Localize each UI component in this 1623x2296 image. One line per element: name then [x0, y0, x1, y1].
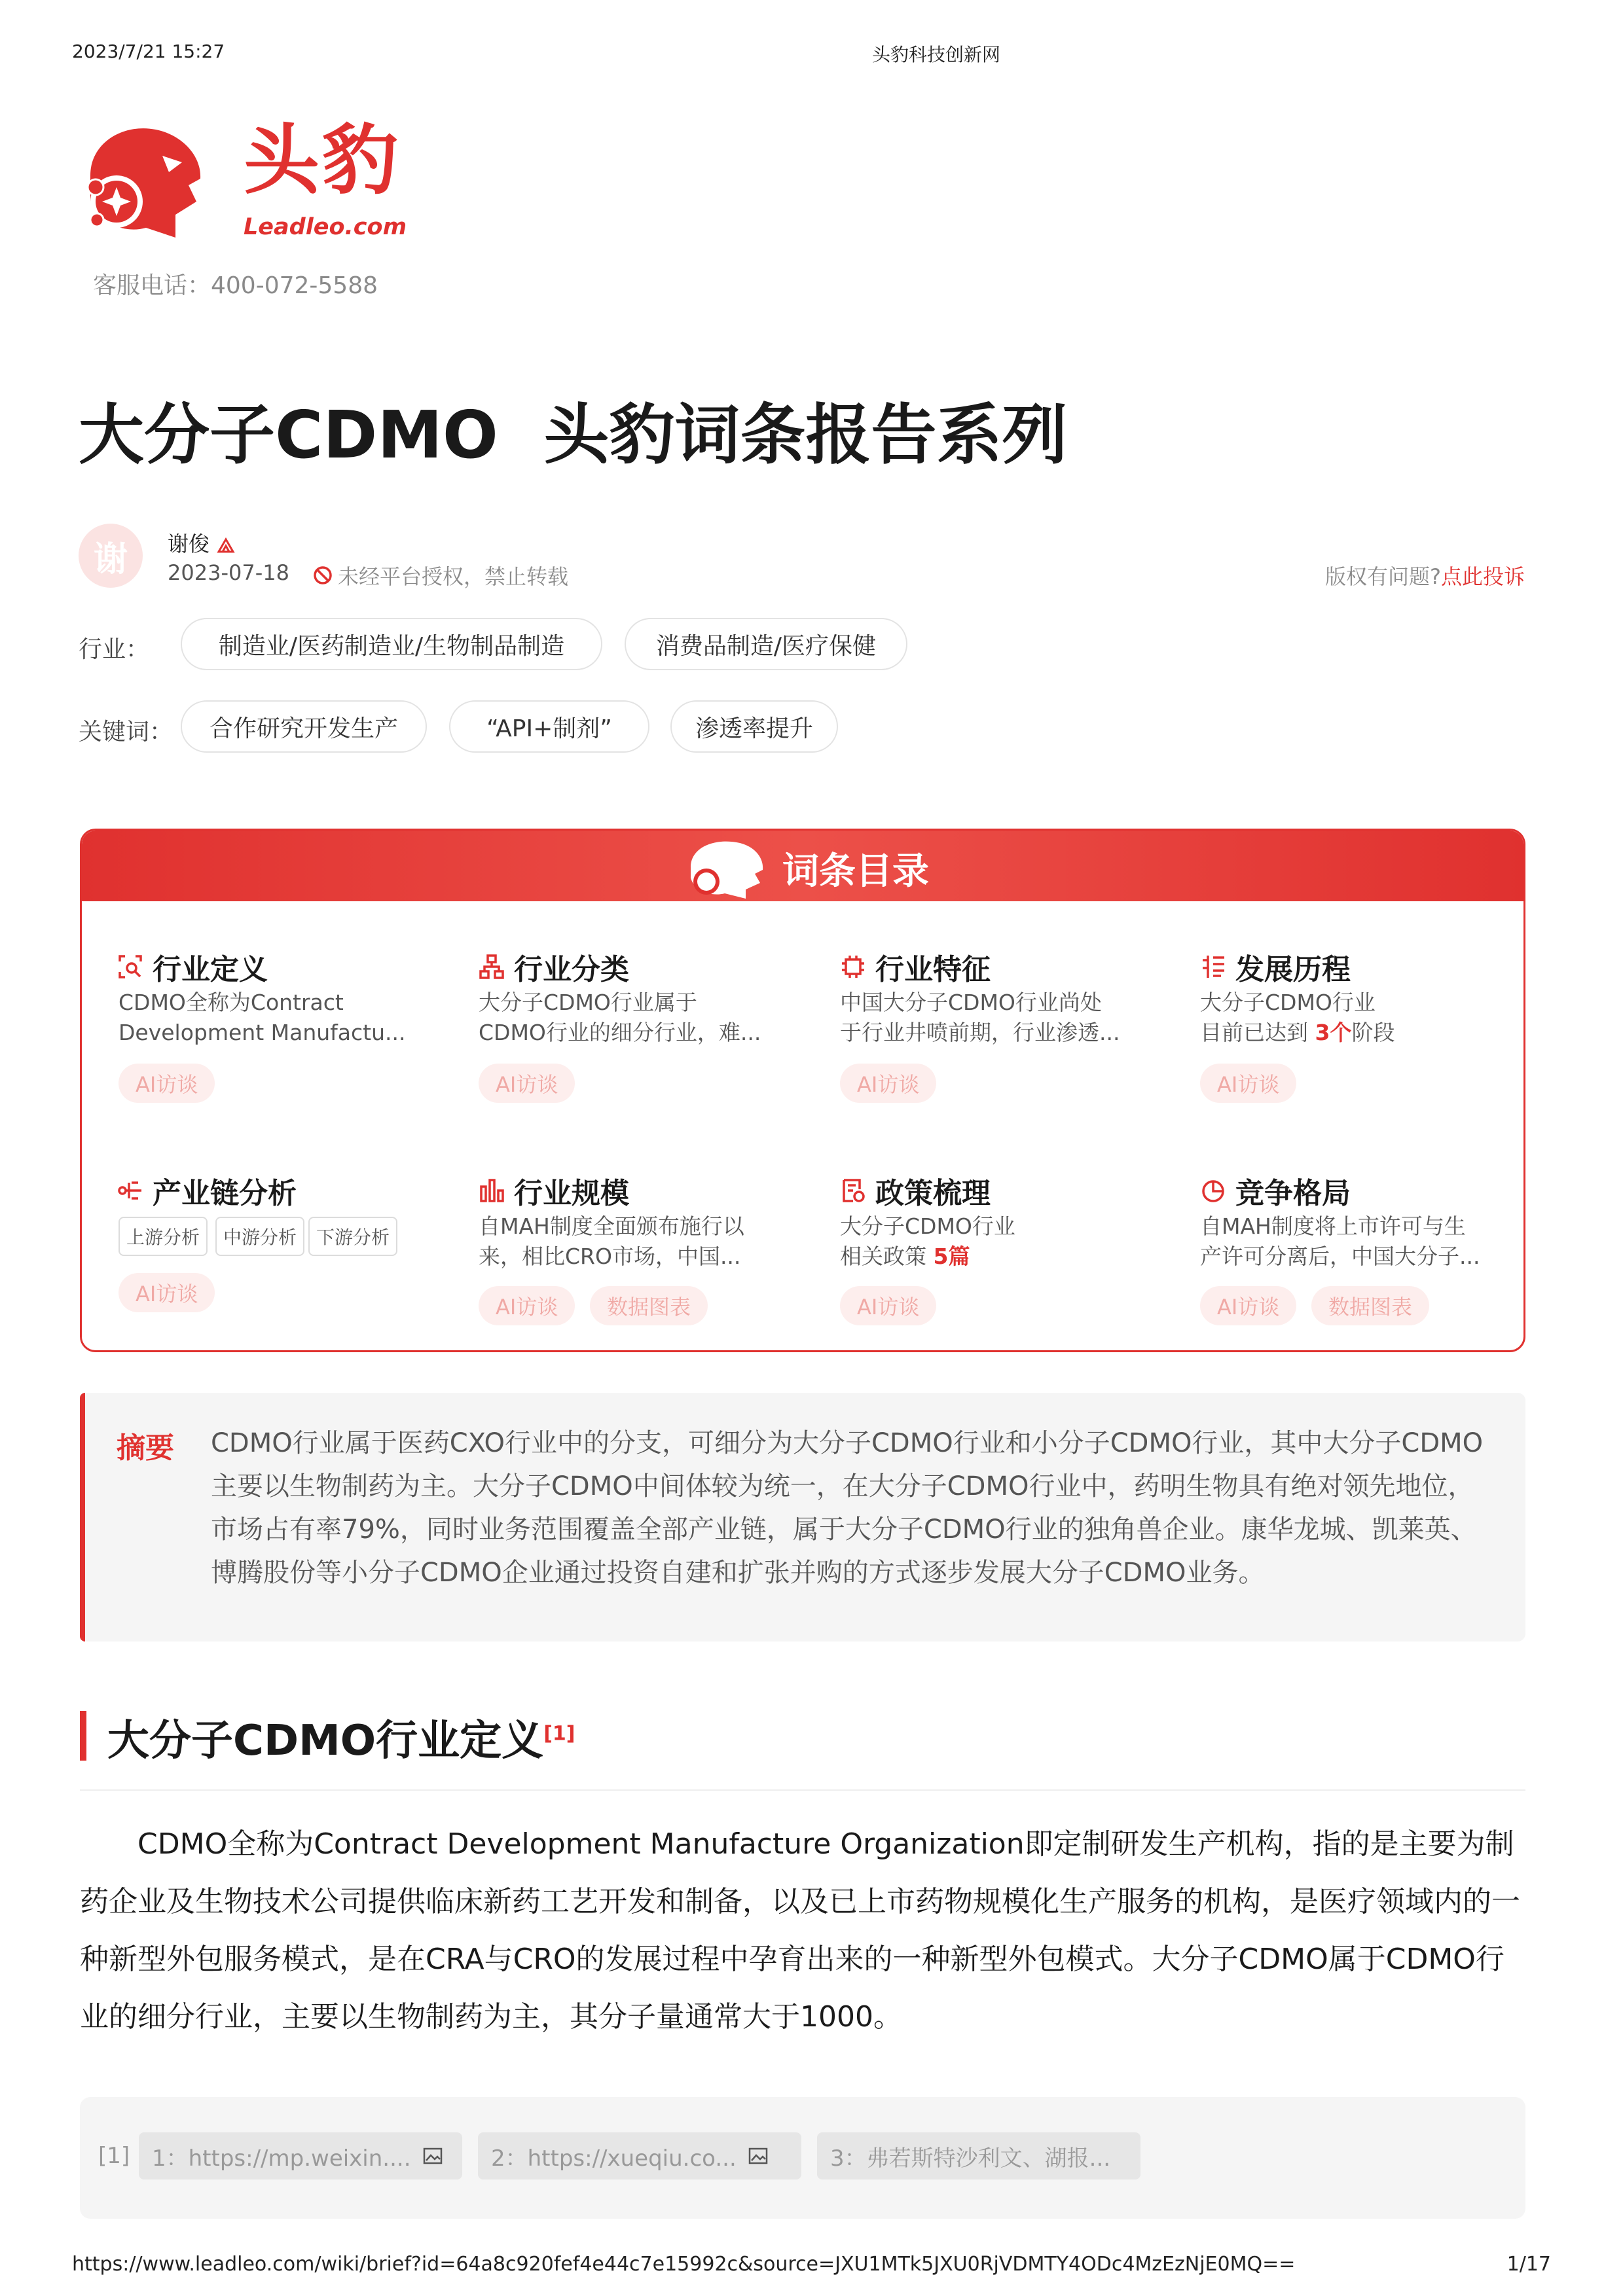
reference-text: 2：https://xueqiu.co...	[491, 2145, 737, 2172]
downstream-chip[interactable]: 下游分析	[308, 1217, 397, 1256]
copyright-question: 版权有问题?	[1324, 564, 1441, 589]
citation-marker[interactable]: [1]	[543, 1722, 575, 1746]
toc-item-desc	[479, 1211, 767, 1272]
toc-item-title: 行业分类	[514, 953, 629, 986]
toc-item-chain[interactable]	[117, 1170, 297, 1211]
desc-line: 产许可分离后，中国大分子...	[1200, 1244, 1480, 1269]
desc-line: Development Manufactu...	[119, 1020, 406, 1045]
toc-item-history[interactable]	[1200, 946, 1351, 988]
toc-item-desc	[840, 988, 1128, 1048]
keyword-tag[interactable]: 渗透率提升	[670, 700, 838, 753]
logo-text-cn: 头豹	[244, 117, 401, 205]
reference-link[interactable]	[817, 2132, 1140, 2179]
desc-line: 自MAH制度全面颁布施行以	[479, 1213, 744, 1239]
desc-line: 于行业井喷前期，行业渗透...	[840, 1020, 1120, 1045]
toc-item-desc	[479, 988, 767, 1048]
no-reprint-text: 未经平台授权，禁止转载	[338, 564, 569, 589]
desc-line	[840, 1242, 1128, 1272]
ai-interview-pill[interactable]: AI访谈	[119, 1273, 215, 1312]
chip-feature-icon	[840, 954, 866, 980]
author-name	[168, 528, 236, 558]
desc-line	[1200, 1018, 1488, 1048]
image-icon	[748, 2147, 768, 2164]
reference-number: [1]	[98, 2143, 130, 2169]
toc-item-title: 发展历程	[1235, 953, 1351, 986]
toc-item-competition[interactable]	[1200, 1170, 1351, 1211]
ai-interview-pill[interactable]: AI访谈	[840, 1286, 936, 1325]
image-icon	[423, 2147, 443, 2164]
toc-item-title: 行业规模	[514, 1177, 629, 1210]
copyright-complaint	[1325, 560, 1525, 590]
print-site-name: 头豹科技创新网	[871, 44, 1000, 65]
reference-link[interactable]	[139, 2132, 462, 2179]
page-number: 1/17	[1506, 2253, 1551, 2276]
abstract-accent-bar	[80, 1393, 85, 1641]
toc-item-desc	[840, 1211, 1128, 1272]
abstract-text: CDMO行业属于医药CXO行业中的分支，可细分为大分子CDMO行业和小分子CDMO行业，其中大分子CDMO主要以生物制药为主。大分子CDMO中间体较为统一，在大分子CDMO行业中，药明生物具有绝对领先地位，市场占有率79%，同时业务范围覆盖全部产业链，属于大分子CDMO行业的独角兽企业。康华龙城、凯莱英、博腾股份等小分子CDMO企业通过投资自建和扩张并购的方式逐步发展大分子CDMO业务。	[211, 1428, 1484, 1588]
data-chart-pill[interactable]: 数据图表	[1311, 1286, 1429, 1325]
stage-count: 3个	[1315, 1020, 1352, 1045]
author-name-text: 谢俊	[168, 531, 210, 556]
desc-text: 目前已达到	[1200, 1020, 1315, 1045]
section-accent-bar	[80, 1711, 86, 1761]
author-avatar: 谢	[79, 524, 143, 588]
abstract-label: 摘要	[117, 1431, 174, 1465]
upstream-chip[interactable]: 上游分析	[119, 1217, 208, 1256]
print-footer-url: https://www.leadleo.com/wiki/brief?id=64a8c920fef4e44c7e15992c&source=JXU1MTk5JXU0RjVDMTY4ODc4MzEzNjE0MQ==	[72, 2253, 1296, 2276]
toc-title: 词条目录	[782, 850, 929, 893]
desc-line: 大分子CDMO行业	[840, 1213, 1015, 1239]
ai-interview-pill[interactable]: AI访谈	[1200, 1064, 1296, 1103]
reference-text: 3：弗若斯特沙利文、湖报...	[830, 2145, 1111, 2172]
toc-item-title: 竞争格局	[1235, 1177, 1351, 1210]
service-hotline: 客服电话：400-072-5588	[93, 272, 378, 299]
page-title: 大分子CDMO 头豹词条报告系列	[79, 397, 1068, 473]
print-datetime: 2023/7/21 15:27	[72, 41, 225, 62]
logo-text-en: Leadleo.com	[244, 214, 407, 240]
ai-interview-pill[interactable]: AI访谈	[479, 1064, 575, 1103]
toc-item-desc	[1200, 988, 1488, 1048]
toc-header	[82, 831, 1523, 901]
toc-item-definition[interactable]	[117, 946, 268, 988]
keyword-tag[interactable]: “API+制剂”	[449, 700, 649, 753]
industry-tag[interactable]: 消费品制造/医疗保健	[625, 618, 907, 670]
desc-text: 相关政策	[840, 1244, 934, 1269]
ai-interview-pill[interactable]: AI访谈	[1200, 1286, 1296, 1325]
keywords-label: 关键词：	[79, 719, 173, 745]
desc-line: 大分子CDMO行业属于	[479, 990, 697, 1015]
desc-line: CDMO全称为Contract	[119, 990, 344, 1015]
leopard-toc-icon	[678, 834, 769, 900]
ai-interview-pill[interactable]: AI访谈	[840, 1064, 936, 1103]
desc-text: 阶段	[1351, 1020, 1395, 1045]
desc-line: CDMO行业的细分行业，难...	[479, 1020, 761, 1045]
timeline-icon	[1200, 954, 1226, 980]
toc-item-title: 产业链分析	[153, 1177, 297, 1210]
publish-date: 2023-07-18	[168, 560, 289, 585]
toc-item-features[interactable]	[840, 946, 991, 988]
toc-item-desc	[119, 988, 407, 1048]
toc-item-title: 行业定义	[153, 953, 268, 986]
industry-tag[interactable]: 制造业/医药制造业/生物制品制造	[181, 618, 602, 670]
abstract-box	[80, 1393, 1525, 1641]
toc-item-scale[interactable]	[479, 1170, 629, 1211]
keyword-tag[interactable]: 合作研究开发生产	[181, 700, 427, 753]
section-body: CDMO全称为Contract Development Manufacture Organization即定制研发生产机构，指的是主要为制药企业及生物技术公司提供临床新药工艺开发和制备，以及已上市药物规模化生产服务的机构，是医疗领域内的一种新型外包服务模式，是在CRA与CRO的发展过程中孕育出来的一种新型外包模式。大分子CDMO属于CDMO行业的细分行业，主要以生物制药为主，其分子量通常大于1000。	[80, 1827, 1520, 2034]
desc-line: 自MAH制度将上市许可与生	[1200, 1213, 1466, 1239]
no-reprint-notice	[313, 560, 568, 590]
section-divider	[80, 1789, 1525, 1791]
section-title	[107, 1707, 575, 1767]
search-frame-icon	[117, 954, 143, 980]
policy-count: 5篇	[933, 1244, 970, 1269]
ai-interview-pill[interactable]: AI访谈	[479, 1286, 575, 1325]
complaint-link[interactable]: 点此投诉	[1440, 564, 1525, 589]
toc-panel	[80, 829, 1525, 1352]
pie-chart-icon	[1200, 1177, 1226, 1204]
toc-item-policy[interactable]	[840, 1170, 991, 1211]
toc-item-title: 行业特征	[875, 953, 991, 986]
toc-item-classification[interactable]	[479, 946, 629, 988]
ai-interview-pill[interactable]: AI访谈	[119, 1064, 215, 1103]
industry-label: 行业：	[79, 636, 150, 663]
reference-text: 1：https://mp.weixin....	[152, 2145, 411, 2172]
author-badge-icon	[216, 537, 236, 553]
chain-flow-icon	[117, 1177, 143, 1204]
desc-line: 大分子CDMO行业	[1200, 990, 1376, 1015]
section-title-text: 大分子CDMO行业定义	[107, 1717, 544, 1765]
reference-link[interactable]	[478, 2132, 801, 2179]
toc-item-desc	[1200, 1211, 1488, 1272]
bar-chart-icon	[479, 1177, 505, 1204]
forbidden-icon	[313, 565, 333, 585]
data-chart-pill[interactable]: 数据图表	[590, 1286, 708, 1325]
leopard-logo-icon	[77, 117, 208, 247]
policy-document-icon	[840, 1177, 866, 1204]
hierarchy-icon	[479, 954, 505, 980]
midstream-chip[interactable]: 中游分析	[215, 1217, 304, 1256]
desc-line: 中国大分子CDMO行业尚处	[840, 990, 1102, 1015]
desc-line: 来，相比CRO市场，中国...	[479, 1244, 741, 1269]
toc-item-title: 政策梳理	[875, 1177, 991, 1210]
